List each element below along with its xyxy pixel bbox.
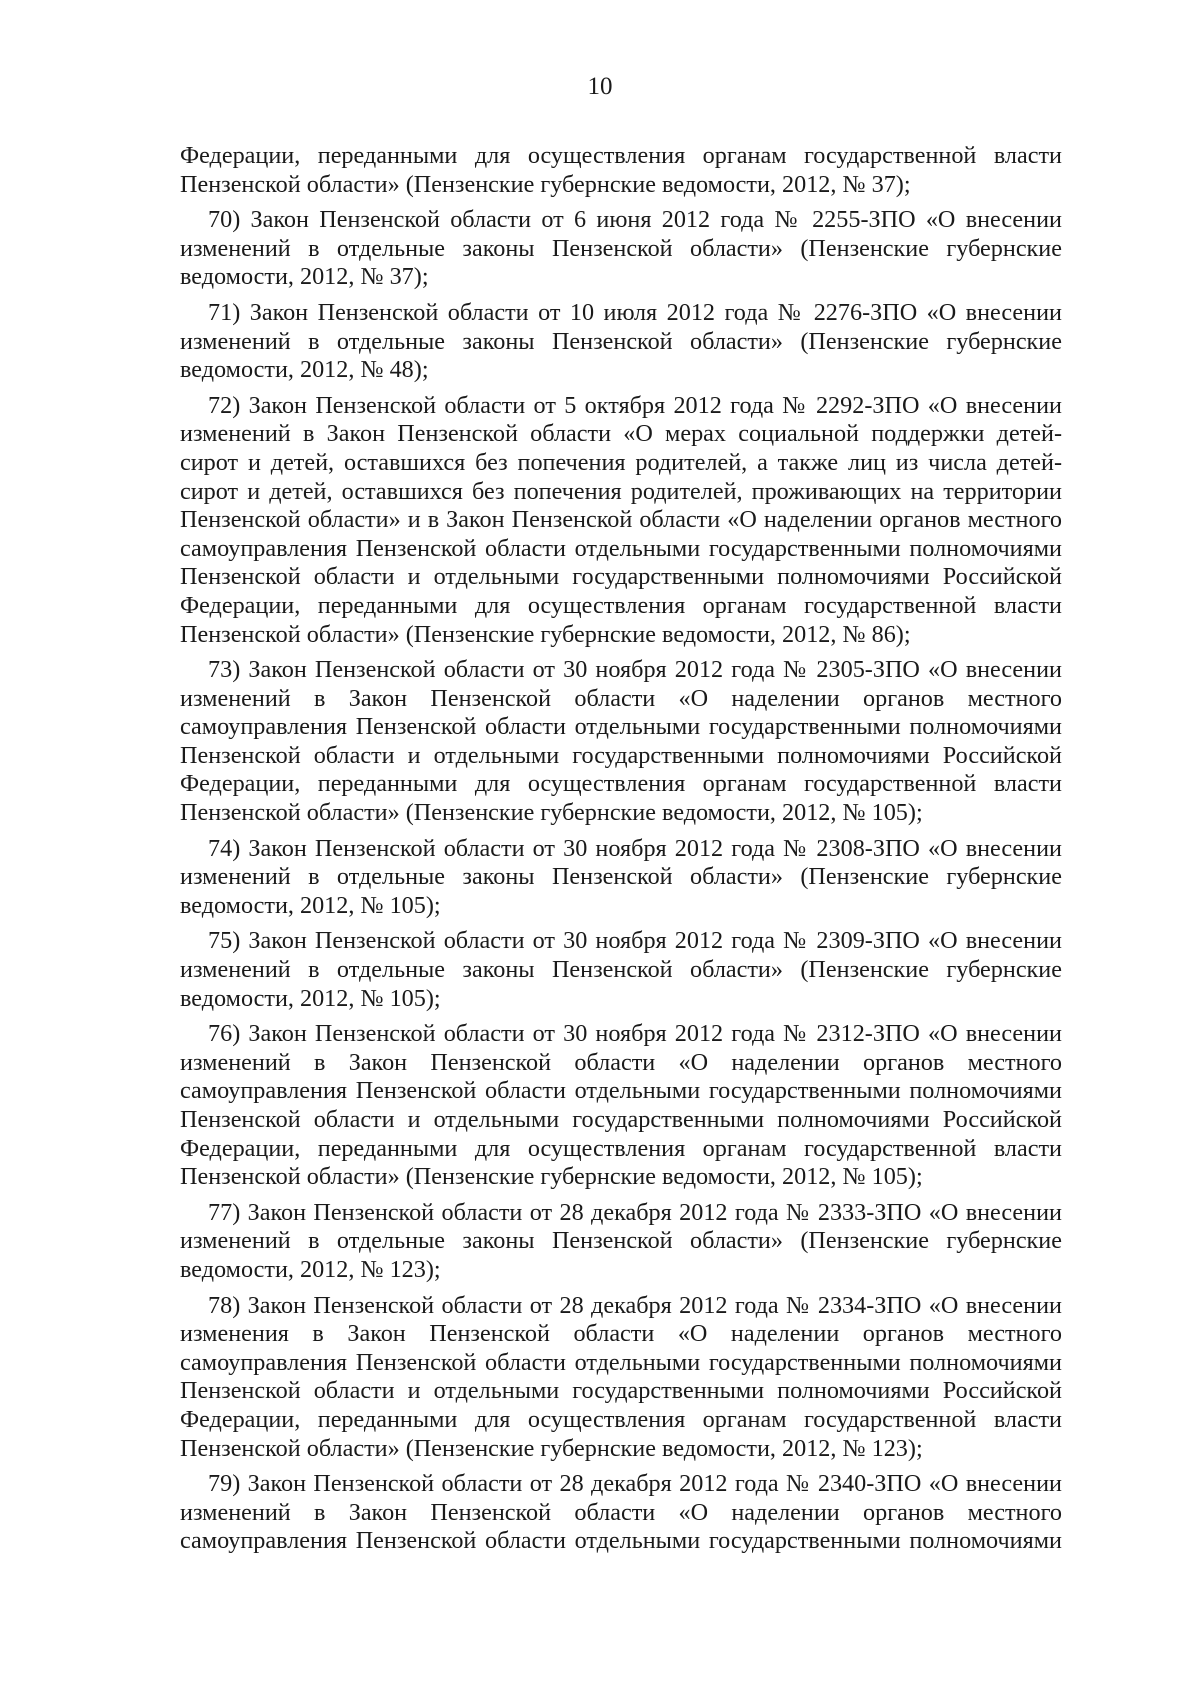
list-item-paragraph: 76) Закон Пензенской области от 30 ноября 2012 года № 2312-ЗПО «О внесении изменений в Закон Пензенской области «О наделении органов местного самоуправления Пензенской области отдельными государственными полномочиями Пензенской области и отдельными государственными полномочиями Российской Федерации, переданными для осуществления органам государственной власти Пензенской области» (Пензенские губернские ведомости, 2012, № 105);: [180, 1020, 1062, 1191]
list-item-paragraph: 74) Закон Пензенской области от 30 ноября 2012 года № 2308-ЗПО «О внесении изменений в отдельные законы Пензенской области» (Пензенские губернские ведомости, 2012, № 105);: [180, 834, 1062, 919]
list-item-paragraph: 73) Закон Пензенской области от 30 ноября 2012 года № 2305-ЗПО «О внесении изменений в Закон Пензенской области «О наделении органов местного самоуправления Пензенской области отдельными государственными полномочиями Пензенской области и отдельными государственными полномочиями Российской Федерации, переданными для осуществления органам государственной власти Пензенской области» (Пензенские губернские ведомости, 2012, № 105);: [180, 656, 1062, 827]
list-item-paragraph: 79) Закон Пензенской области от 28 декабря 2012 года № 2340-ЗПО «О внесении изменений в Закон Пензенской области «О наделении органов местного самоуправления Пензенской области отдельными государственными полномочиями: [180, 1470, 1062, 1555]
list-item-paragraph: 71) Закон Пензенской области от 10 июля 2012 года № 2276-ЗПО «О внесении изменений в отдельные законы Пензенской области» (Пензенские губернские ведомости, 2012, № 48);: [180, 298, 1062, 384]
document-body: [180, 142, 1062, 1563]
list-item-paragraph: Федерации, переданными для осуществления органам государственной власти Пензенской области» (Пензенские губернские ведомости, 2012, № 37);: [180, 142, 1062, 198]
page-number: 10: [587, 73, 613, 100]
list-item-paragraph: 78) Закон Пензенской области от 28 декабря 2012 года № 2334-ЗПО «О внесении изменения в Закон Пензенской области «О наделении органов местного самоуправления Пензенской области отдельными государственными полномочиями Пензенской области и отдельными государственными полномочиями Российской Федерации, переданными для осуществления органам государственной власти Пензенской области» (Пензенские губернские ведомости, 2012, № 123);: [180, 1291, 1062, 1462]
list-item-paragraph: 72) Закон Пензенской области от 5 октября 2012 года № 2292-ЗПО «О внесении изменений в Закон Пензенской области «О мерах социальной поддержки детей-сирот и детей, оставшихся без попечения родителей, а также лиц из числа детей-сирот и детей, оставшихся без попечения родителей, проживающих на территории Пензенской области» и в Закон Пензенской области «О наделении органов местного самоуправления Пензенской области отдельными государственными полномочиями Пензенской области и отдельными государственными полномочиями Российской Федерации, переданными для осуществления органам государственной власти Пензенской области» (Пензенские губернские ведомости, 2012, № 86);: [180, 391, 1062, 648]
list-item-paragraph: 70) Закон Пензенской области от 6 июня 2012 года № 2255-ЗПО «О внесении изменений в отдельные законы Пензенской области» (Пензенские губернские ведомости, 2012, № 37);: [180, 206, 1062, 291]
list-item-paragraph: 77) Закон Пензенской области от 28 декабря 2012 года № 2333-ЗПО «О внесении изменений в отдельные законы Пензенской области» (Пензенские губернские ведомости, 2012, № 123);: [180, 1198, 1062, 1283]
list-item-paragraph: 75) Закон Пензенской области от 30 ноября 2012 года № 2309-ЗПО «О внесении изменений в отдельные законы Пензенской области» (Пензенские губернские ведомости, 2012, № 105);: [180, 927, 1062, 1012]
